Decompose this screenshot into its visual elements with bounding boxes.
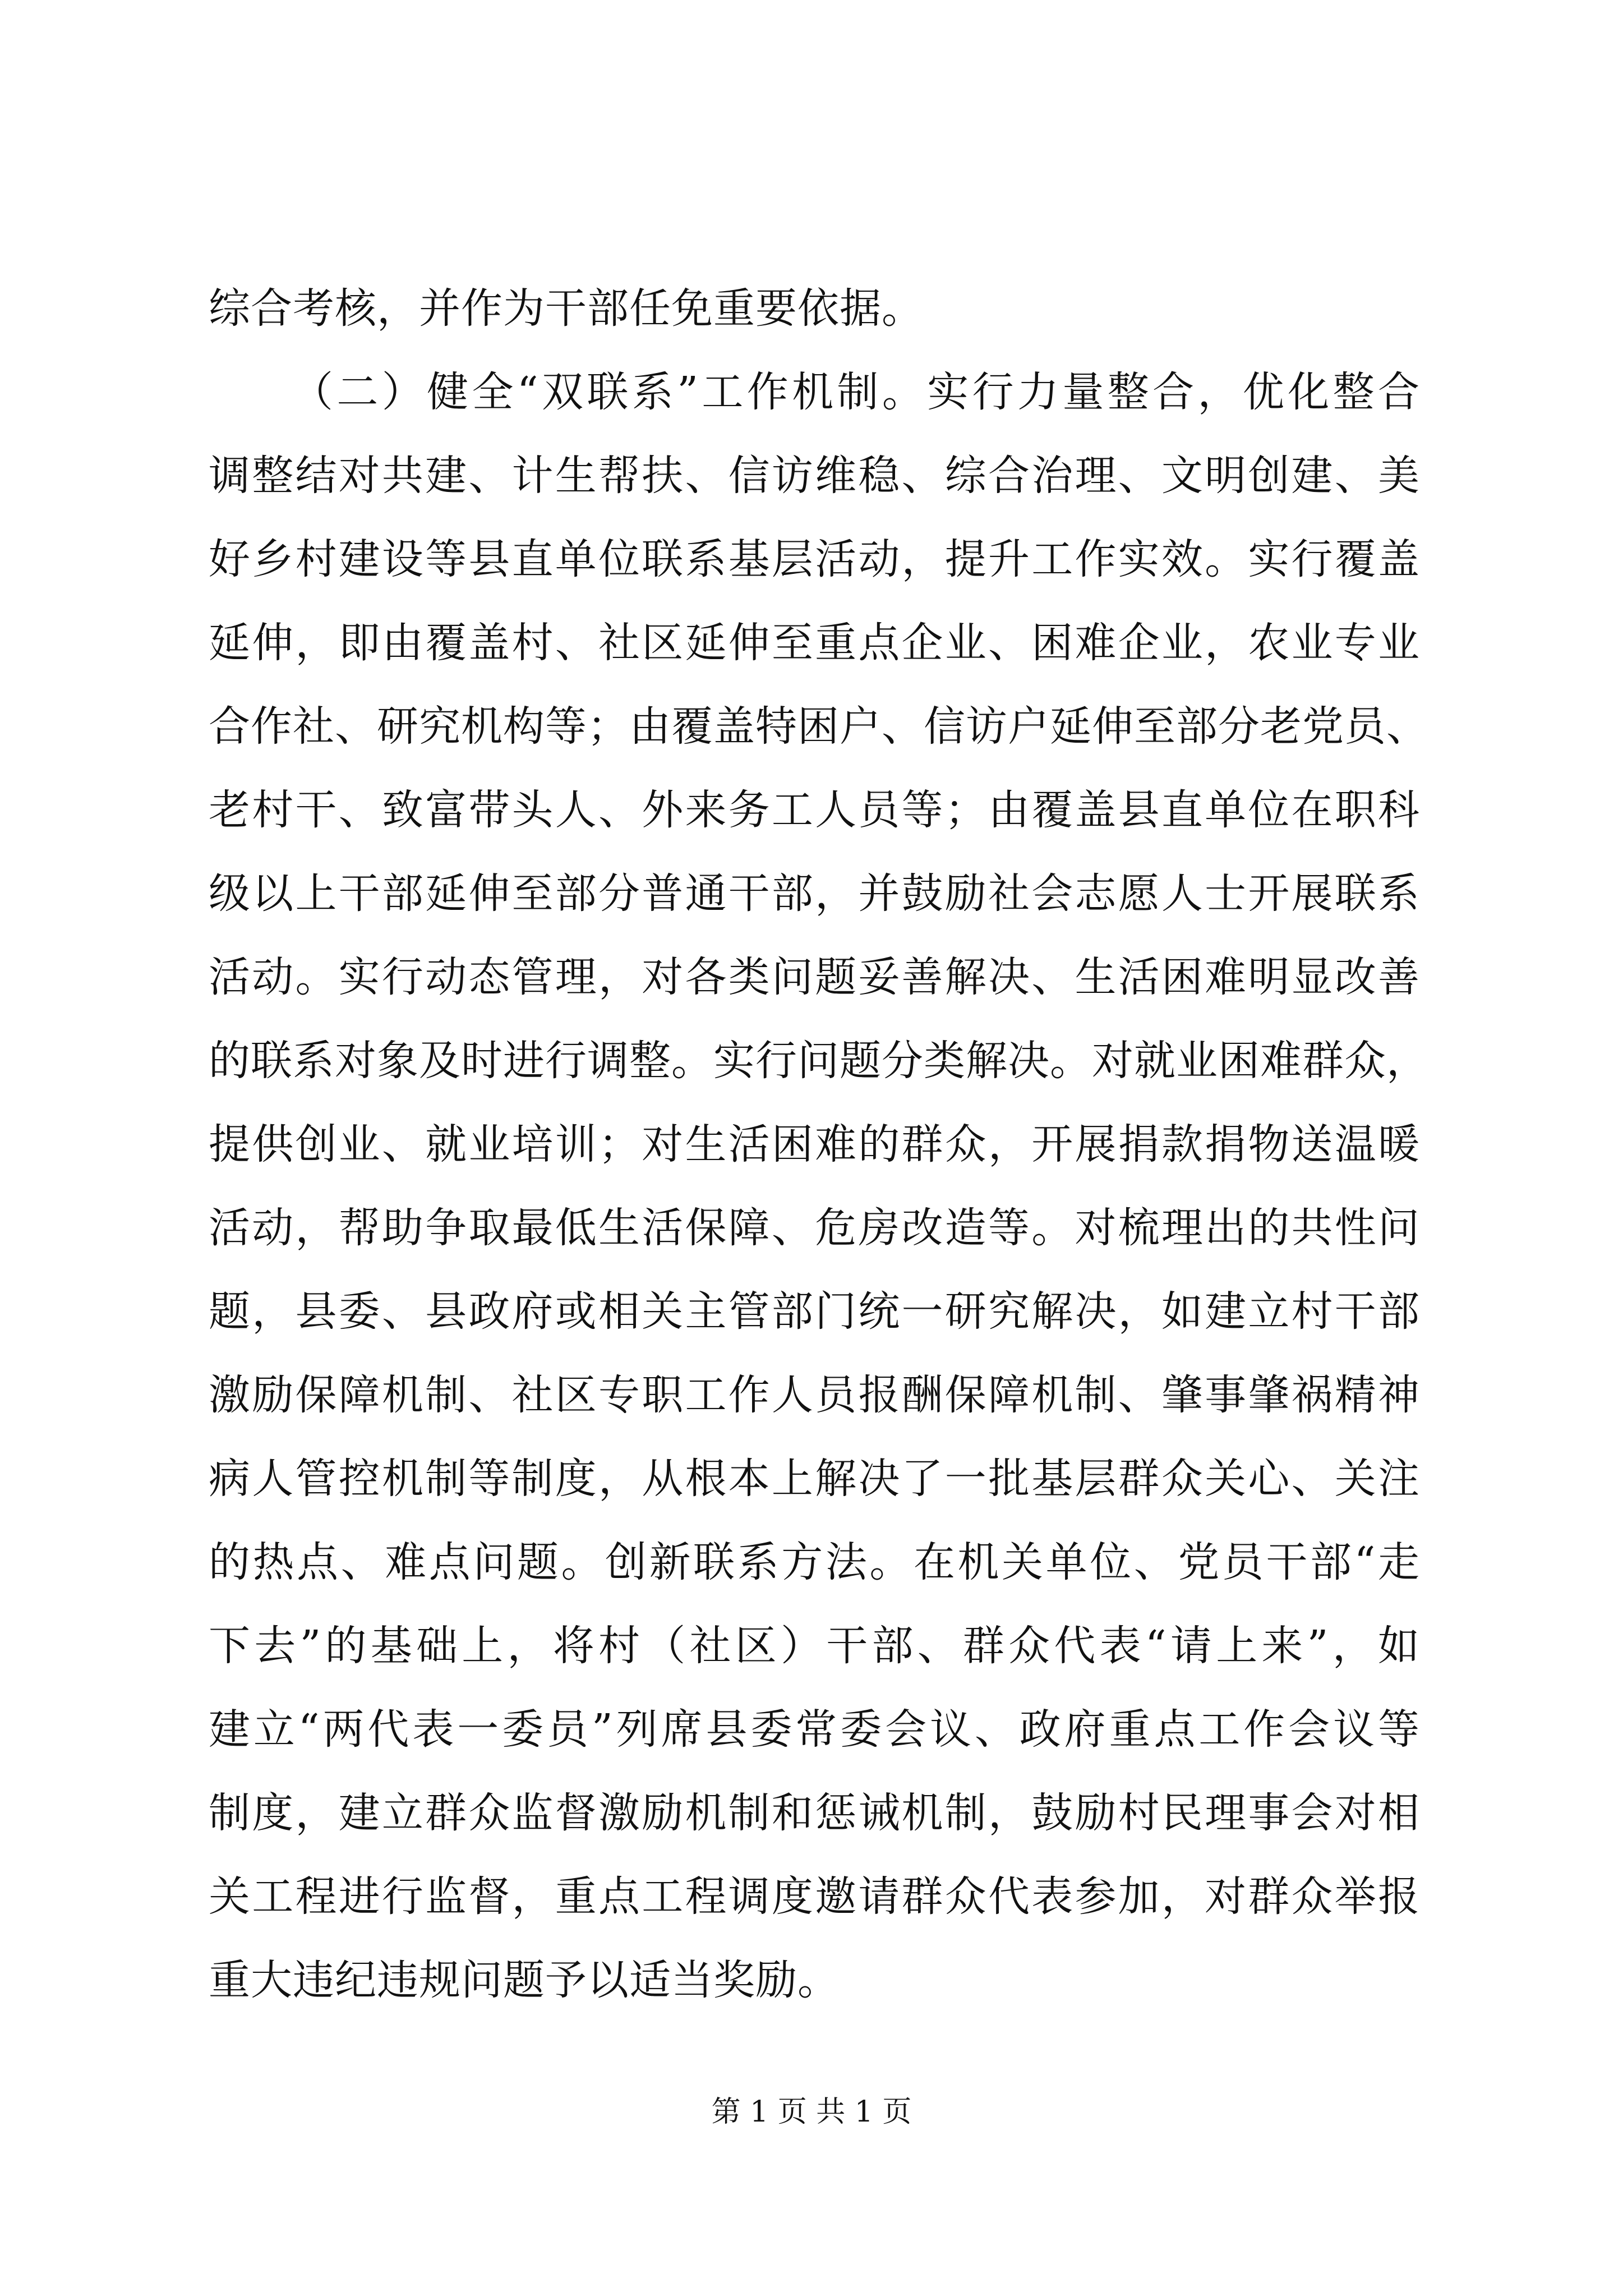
text-line: 重大违纪违规问题予以适当奖励。 [209, 1956, 840, 2004]
text-line: （二）健全“双联系”工作机制。实行力量整合，优化整合 [292, 368, 1420, 416]
page-footer: 第 1 页 共 1 页 [711, 2095, 912, 2129]
text-line: 活动，帮助争取最低生活保障、危房改造等。对梳理出的共性问 [209, 1204, 1420, 1252]
text-line: 制度，建立群众监督激励机制和惩诫机制，鼓励村民理事会对相 [209, 1789, 1420, 1837]
text-line: 的热点、难点问题。创新联系方法。在机关单位、党员干部“走 [209, 1538, 1420, 1586]
text-line: 题，县委、县政府或相关主管部门统一研究解决，如建立村干部 [209, 1287, 1420, 1336]
text-line: 关工程进行监督，重点工程调度邀请群众代表参加，对群众举报 [209, 1872, 1420, 1921]
text-line: 激励保障机制、社区专职工作人员报酬保障机制、肇事肇祸精神 [209, 1371, 1420, 1419]
text-line: 活动。实行动态管理，对各类问题妥善解决、生活困难明显改善 [209, 953, 1420, 1001]
text-line: 合作社、研究机构等；由覆盖特困户、信访户延伸至部分老党员、 [209, 702, 1428, 751]
text-line: 建立“两代表一委员”列席县委常委会议、政府重点工作会议等 [209, 1705, 1420, 1754]
text-line: 级以上干部延伸至部分普通干部，并鼓励社会志愿人士开展联系 [209, 869, 1420, 918]
body-text [209, 267, 1428, 2022]
text-line: 老村干、致富带头人、外来务工人员等；由覆盖县直单位在职科 [209, 786, 1420, 834]
text-line: 下去”的基础上，将村（社区）干部、群众代表“请上来”，如 [209, 1622, 1420, 1670]
text-line: 好乡村建设等县直单位联系基层活动，提升工作实效。实行覆盖 [209, 535, 1420, 583]
text-line: 病人管控机制等制度，从根本上解决了一批基层群众关心、关注 [209, 1455, 1420, 1503]
text-line: 提供创业、就业培训；对生活困难的群众，开展捐款捐物送温暖 [209, 1120, 1420, 1168]
text-line: 延伸，即由覆盖村、社区延伸至重点企业、困难企业，农业专业 [209, 619, 1420, 667]
text-line: 综合考核，并作为干部任免重要依据。 [209, 284, 924, 333]
text-line: 的联系对象及时进行调整。实行问题分类解决。对就业困难群众， [209, 1037, 1428, 1085]
text-line: 调整结对共建、计生帮扶、信访维稳、综合治理、文明创建、美 [209, 452, 1420, 500]
